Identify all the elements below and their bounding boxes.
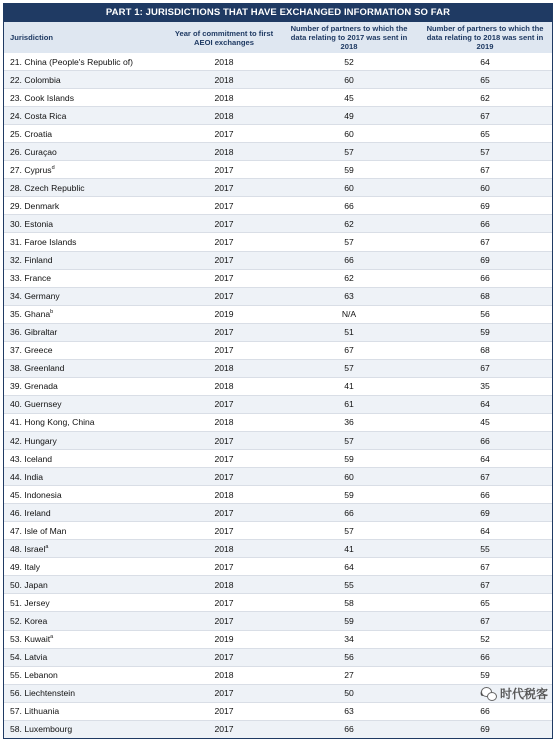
jurisdiction-name: 30. Estonia — [10, 218, 53, 229]
cell-jurisdiction — [4, 251, 168, 269]
table-row — [4, 431, 552, 449]
cell-partners-2017: 61 — [280, 395, 418, 413]
cell-partners-2018: 62 — [418, 89, 552, 107]
table-row — [4, 540, 552, 558]
jurisdiction-name: 37. Greece — [10, 345, 53, 356]
cell-partners-2018: 66 — [418, 431, 552, 449]
cell-year: 2018 — [168, 359, 280, 377]
cell-partners-2018: 56 — [418, 305, 552, 323]
cell-partners-2017: 58 — [280, 594, 418, 612]
cell-jurisdiction — [4, 684, 168, 702]
cell-year: 2017 — [168, 684, 280, 702]
cell-jurisdiction — [4, 720, 168, 738]
cell-partners-2017: 66 — [280, 720, 418, 738]
cell-jurisdiction — [4, 468, 168, 486]
footnote-marker: a — [45, 543, 49, 550]
cell-partners-2018: 52 — [418, 630, 552, 648]
jurisdiction-name: 57. Lithuania — [10, 706, 60, 717]
jurisdiction-name: 54. Latvia — [10, 652, 48, 663]
cell-partners-2018: 67 — [418, 359, 552, 377]
jurisdiction-name: 38. Greenland — [10, 363, 65, 374]
cell-partners-2017: 55 — [280, 576, 418, 594]
jurisdiction-name: 31. Faroe Islands — [10, 236, 77, 247]
cell-partners-2017: 36 — [280, 413, 418, 431]
table-row — [4, 89, 552, 107]
cell-partners-2017: 66 — [280, 251, 418, 269]
table-row — [4, 666, 552, 684]
cell-year: 2017 — [168, 612, 280, 630]
jurisdiction-name: 35. Ghana — [10, 309, 51, 320]
cell-partners-2018: 65 — [418, 71, 552, 89]
cell-partners-2017: 67 — [280, 341, 418, 359]
cell-jurisdiction — [4, 594, 168, 612]
jurisdiction-name: 27. Cyprus — [10, 164, 52, 175]
jurisdiction-name: 55. Lebanon — [10, 670, 58, 681]
table-row — [4, 720, 552, 738]
table-row — [4, 179, 552, 197]
cell-partners-2018: 60 — [418, 179, 552, 197]
cell-year: 2017 — [168, 558, 280, 576]
watermark-text: 时代税客 — [499, 687, 548, 701]
jurisdiction-name: 29. Denmark — [10, 200, 60, 211]
cell-jurisdiction — [4, 612, 168, 630]
cell-jurisdiction — [4, 558, 168, 576]
jurisdiction-name: 51. Jersey — [10, 597, 50, 608]
column-header-partners-2017: Number of partners to which the data relating to 2017 was sent in 2018 — [280, 22, 418, 53]
cell-year: 2017 — [168, 251, 280, 269]
jurisdiction-name: 58. Luxembourg — [10, 724, 73, 735]
cell-jurisdiction — [4, 540, 168, 558]
cell-year: 2018 — [168, 53, 280, 71]
cell-partners-2018: 66 — [418, 702, 552, 720]
cell-partners-2018: 65 — [418, 125, 552, 143]
cell-partners-2018: 57 — [418, 143, 552, 161]
table-row — [4, 53, 552, 71]
jurisdiction-name: 25. Croatia — [10, 128, 53, 139]
cell-jurisdiction — [4, 215, 168, 233]
jurisdiction-name: 53. Kuwait — [10, 634, 51, 645]
cell-partners-2017: 57 — [280, 359, 418, 377]
table-row — [4, 305, 552, 323]
cell-partners-2017: 66 — [280, 504, 418, 522]
cell-jurisdiction — [4, 395, 168, 413]
cell-partners-2017: 64 — [280, 558, 418, 576]
cell-year: 2017 — [168, 450, 280, 468]
cell-partners-2017: 52 — [280, 53, 418, 71]
jurisdiction-name: 22. Colombia — [10, 74, 61, 85]
cell-partners-2018: 66 — [418, 486, 552, 504]
jurisdiction-name: 34. Germany — [10, 291, 60, 302]
cell-year: 2017 — [168, 341, 280, 359]
jurisdiction-name: 56. Liechtenstein — [10, 688, 75, 699]
cell-partners-2018: 67 — [418, 576, 552, 594]
cell-partners-2017: 41 — [280, 377, 418, 395]
table-row — [4, 684, 552, 702]
jurisdiction-name: 32. Finland — [10, 255, 53, 266]
jurisdiction-name: 46. Ireland — [10, 507, 51, 518]
table-row — [4, 522, 552, 540]
cell-jurisdiction — [4, 630, 168, 648]
cell-year: 2018 — [168, 666, 280, 684]
jurisdictions-table-panel — [3, 3, 553, 739]
cell-year: 2018 — [168, 143, 280, 161]
table-row — [4, 486, 552, 504]
cell-partners-2018: 69 — [418, 504, 552, 522]
jurisdiction-name: 50. Japan — [10, 579, 48, 590]
table-row — [4, 359, 552, 377]
table-row — [4, 161, 552, 179]
column-header-partners-2018: Number of partners to which the data relating to 2018 was sent in 2019 — [418, 22, 552, 53]
cell-year: 2017 — [168, 504, 280, 522]
cell-jurisdiction — [4, 486, 168, 504]
cell-partners-2017: 34 — [280, 630, 418, 648]
jurisdiction-name: 42. Hungary — [10, 435, 57, 446]
jurisdiction-name: 36. Gibraltar — [10, 327, 58, 338]
wechat-icon — [481, 687, 497, 701]
cell-jurisdiction — [4, 107, 168, 125]
jurisdiction-name: 26. Curaçao — [10, 146, 57, 157]
cell-partners-2018: 65 — [418, 594, 552, 612]
cell-year: 2017 — [168, 215, 280, 233]
cell-year: 2018 — [168, 89, 280, 107]
cell-jurisdiction — [4, 377, 168, 395]
cell-partners-2018: 67 — [418, 161, 552, 179]
cell-partners-2017: 60 — [280, 179, 418, 197]
jurisdiction-name: 24. Costa Rica — [10, 110, 67, 121]
cell-partners-2018: 59 — [418, 323, 552, 341]
cell-partners-2018: 55 — [418, 540, 552, 558]
jurisdiction-name: 44. India — [10, 471, 43, 482]
cell-partners-2017: 59 — [280, 612, 418, 630]
table-row — [4, 377, 552, 395]
cell-partners-2017: 57 — [280, 233, 418, 251]
table-row — [4, 233, 552, 251]
table-row — [4, 197, 552, 215]
cell-partners-2017: 51 — [280, 323, 418, 341]
table-row — [4, 468, 552, 486]
table-row — [4, 125, 552, 143]
cell-partners-2017: N/A — [280, 305, 418, 323]
cell-year: 2019 — [168, 630, 280, 648]
table-row — [4, 341, 552, 359]
table-row — [4, 215, 552, 233]
cell-partners-2018: 67 — [418, 612, 552, 630]
cell-year: 2018 — [168, 413, 280, 431]
jurisdiction-name: 47. Isle of Man — [10, 525, 67, 536]
table-row — [4, 143, 552, 161]
jurisdiction-name: 48. Israel — [10, 543, 46, 554]
cell-year: 2017 — [168, 720, 280, 738]
cell-partners-2018: 68 — [418, 287, 552, 305]
cell-partners-2017: 63 — [280, 702, 418, 720]
cell-partners-2018: 67 — [418, 468, 552, 486]
cell-jurisdiction — [4, 179, 168, 197]
cell-partners-2017: 59 — [280, 161, 418, 179]
cell-jurisdiction — [4, 341, 168, 359]
cell-jurisdiction — [4, 89, 168, 107]
cell-partners-2018: 66 — [418, 648, 552, 666]
cell-year: 2018 — [168, 576, 280, 594]
cell-jurisdiction — [4, 431, 168, 449]
table-row — [4, 395, 552, 413]
cell-year: 2017 — [168, 125, 280, 143]
jurisdiction-name: 43. Iceland — [10, 453, 53, 464]
cell-jurisdiction — [4, 323, 168, 341]
cell-year: 2017 — [168, 522, 280, 540]
cell-partners-2017: 50 — [280, 684, 418, 702]
table-row — [4, 413, 552, 431]
table-row — [4, 504, 552, 522]
table-row — [4, 648, 552, 666]
cell-jurisdiction — [4, 305, 168, 323]
cell-partners-2017: 60 — [280, 71, 418, 89]
table-row — [4, 269, 552, 287]
cell-partners-2018: 66 — [418, 215, 552, 233]
cell-jurisdiction — [4, 666, 168, 684]
table-row — [4, 450, 552, 468]
cell-jurisdiction — [4, 702, 168, 720]
cell-jurisdiction — [4, 287, 168, 305]
footnote-marker: a — [50, 634, 54, 641]
cell-partners-2017: 57 — [280, 522, 418, 540]
cell-jurisdiction — [4, 450, 168, 468]
table-row — [4, 576, 552, 594]
jurisdiction-name: 49. Italy — [10, 561, 41, 572]
cell-year: 2017 — [168, 323, 280, 341]
cell-partners-2018: 35 — [418, 377, 552, 395]
cell-partners-2017: 60 — [280, 125, 418, 143]
cell-year: 2017 — [168, 161, 280, 179]
jurisdiction-name: 33. France — [10, 273, 52, 284]
cell-year: 2017 — [168, 287, 280, 305]
cell-year: 2017 — [168, 179, 280, 197]
table-row — [4, 558, 552, 576]
cell-partners-2018: 67 — [418, 233, 552, 251]
table-row — [4, 251, 552, 269]
cell-jurisdiction — [4, 161, 168, 179]
table-row — [4, 323, 552, 341]
jurisdiction-name: 23. Cook Islands — [10, 92, 75, 103]
cell-partners-2018: 64 — [418, 450, 552, 468]
cell-partners-2017: 62 — [280, 215, 418, 233]
table-header — [4, 22, 552, 53]
cell-jurisdiction — [4, 197, 168, 215]
cell-partners-2017: 59 — [280, 486, 418, 504]
footnote-marker: b — [50, 309, 54, 316]
cell-year: 2017 — [168, 594, 280, 612]
cell-partners-2018: 66 — [418, 269, 552, 287]
cell-jurisdiction — [4, 125, 168, 143]
cell-partners-2018: 64 — [418, 522, 552, 540]
cell-partners-2017: 60 — [280, 468, 418, 486]
cell-partners-2018: 64 — [418, 53, 552, 71]
cell-jurisdiction — [4, 53, 168, 71]
column-header-year: Year of commitment to first AEOI exchanges — [168, 22, 280, 53]
cell-partners-2018: 45 — [418, 413, 552, 431]
table-row — [4, 107, 552, 125]
cell-year: 2017 — [168, 197, 280, 215]
cell-year: 2018 — [168, 486, 280, 504]
cell-partners-2017: 66 — [280, 197, 418, 215]
cell-year: 2017 — [168, 648, 280, 666]
table-row — [4, 630, 552, 648]
cell-year: 2018 — [168, 377, 280, 395]
cell-year: 2018 — [168, 107, 280, 125]
cell-jurisdiction — [4, 522, 168, 540]
cell-year: 2017 — [168, 431, 280, 449]
table-row — [4, 71, 552, 89]
jurisdiction-name: 41. Hong Kong, China — [10, 417, 95, 428]
cell-jurisdiction — [4, 233, 168, 251]
cell-year: 2017 — [168, 468, 280, 486]
cell-jurisdiction — [4, 648, 168, 666]
cell-partners-2017: 57 — [280, 431, 418, 449]
cell-partners-2017: 59 — [280, 450, 418, 468]
cell-year: 2017 — [168, 702, 280, 720]
cell-jurisdiction — [4, 576, 168, 594]
footnote-marker: d — [51, 164, 55, 171]
jurisdiction-name: 39. Grenada — [10, 381, 58, 392]
cell-partners-2018: 69 — [418, 720, 552, 738]
table-row — [4, 612, 552, 630]
cell-year: 2018 — [168, 71, 280, 89]
cell-partners-2018: 67 — [418, 107, 552, 125]
table-row — [4, 287, 552, 305]
cell-jurisdiction — [4, 359, 168, 377]
cell-partners-2018: 68 — [418, 341, 552, 359]
jurisdiction-name: 28. Czech Republic — [10, 182, 85, 193]
cell-partners-2017: 57 — [280, 143, 418, 161]
cell-partners-2017: 63 — [280, 287, 418, 305]
table-body — [4, 53, 552, 738]
cell-jurisdiction — [4, 269, 168, 287]
cell-year: 2017 — [168, 395, 280, 413]
table-row — [4, 702, 552, 720]
cell-year: 2019 — [168, 305, 280, 323]
cell-partners-2017: 56 — [280, 648, 418, 666]
cell-partners-2017: 45 — [280, 89, 418, 107]
cell-partners-2017: 27 — [280, 666, 418, 684]
jurisdictions-table — [4, 22, 552, 738]
cell-year: 2018 — [168, 540, 280, 558]
table-row — [4, 594, 552, 612]
cell-year: 2017 — [168, 269, 280, 287]
cell-partners-2017: 62 — [280, 269, 418, 287]
cell-year: 2017 — [168, 233, 280, 251]
jurisdiction-name: 40. Guernsey — [10, 399, 62, 410]
jurisdiction-name: 45. Indonesia — [10, 489, 62, 500]
cell-jurisdiction — [4, 71, 168, 89]
cell-partners-2018: 69 — [418, 197, 552, 215]
cell-jurisdiction — [4, 143, 168, 161]
cell-partners-2017: 49 — [280, 107, 418, 125]
watermark — [481, 685, 548, 702]
cell-partners-2018: 69 — [418, 251, 552, 269]
cell-partners-2018: 59 — [418, 666, 552, 684]
table-title: PART 1: JURISDICTIONS THAT HAVE EXCHANGED INFORMATION SO FAR — [4, 4, 552, 22]
cell-jurisdiction — [4, 504, 168, 522]
column-header-jurisdiction: Jurisdiction — [4, 22, 168, 53]
cell-partners-2018: 64 — [418, 395, 552, 413]
cell-partners-2017: 41 — [280, 540, 418, 558]
cell-partners-2018: 67 — [418, 558, 552, 576]
jurisdiction-name: 52. Korea — [10, 615, 48, 626]
jurisdiction-name: 21. China (People's Republic of) — [10, 56, 133, 67]
cell-jurisdiction — [4, 413, 168, 431]
